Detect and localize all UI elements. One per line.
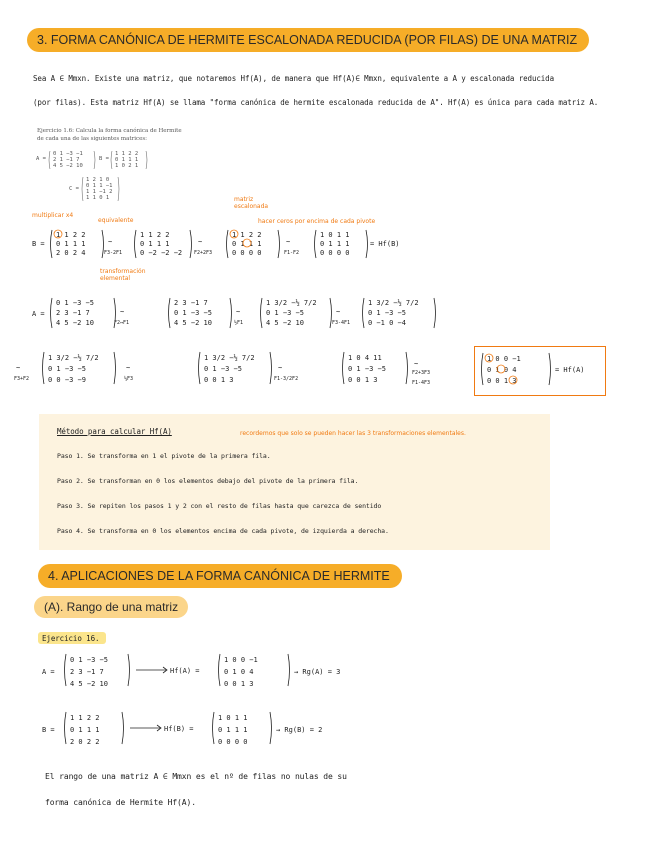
example-B-row [30, 224, 410, 268]
conclusion-line-1: El rango de una matriz A ∈ Mmxn es el nº de filas no nulas de su [45, 772, 347, 781]
rank-B-rank: → Rg(B) = 2 [276, 726, 323, 734]
svg-text:~: ~ [414, 360, 419, 368]
svg-text:2 3 −1 7: 2 3 −1 7 [56, 309, 90, 317]
svg-text:0 1 1 1: 0 1 1 1 [232, 240, 262, 248]
svg-text:0 1 1 1: 0 1 1 1 [218, 726, 248, 734]
svg-text:0 1 −3 −5: 0 1 −3 −5 [368, 309, 406, 317]
rank-example-B [42, 706, 402, 754]
svg-text:0 1 −3 −5: 0 1 −3 −5 [204, 365, 242, 373]
svg-text:1 1 2 2: 1 1 2 2 [56, 231, 86, 239]
svg-text:0 1 0 4: 0 1 0 4 [487, 366, 517, 374]
svg-text:F3-4F1: F3-4F1 [332, 320, 351, 326]
svg-text:0 −2 −2 −2: 0 −2 −2 −2 [140, 249, 183, 257]
rank-A-rank: → Rg(A) = 3 [294, 668, 341, 676]
svg-text:F1-F2: F1-F2 [284, 250, 300, 256]
svg-text:~: ~ [198, 238, 203, 246]
annotation-matriz-escalonada: matriz escalonada [234, 196, 269, 210]
svg-text:0 1 1 1: 0 1 1 1 [115, 157, 139, 163]
example-B-label: B = [32, 240, 45, 248]
svg-text:0 1 −3 −1: 0 1 −3 −1 [53, 151, 83, 157]
rank-B-label: B = [42, 726, 55, 734]
svg-text:1 1 −1 2: 1 1 −1 2 [86, 189, 113, 195]
svg-text:4 5 −2 10: 4 5 −2 10 [70, 680, 108, 688]
svg-text:1 1 2 2: 1 1 2 2 [115, 151, 139, 157]
rank-example-A [42, 648, 402, 696]
rank-A-result: Hf(A) = [170, 667, 200, 675]
svg-text:0 0 1 3: 0 0 1 3 [204, 376, 234, 384]
conclusion-line-2: forma canónica de Hermite Hf(A). [45, 798, 196, 807]
method-paso-1: Paso 1. Se transforma en 1 el pivote de la primera fila. [57, 452, 271, 460]
method-paso-3: Paso 3. Se repiten los pasos 1 y 2 con el resto de filas hasta que carezca de sentido [57, 502, 382, 510]
svg-text:F1-4F3: F1-4F3 [412, 380, 431, 386]
svg-text:0 1 −3 −5: 0 1 −3 −5 [174, 309, 212, 317]
svg-text:2 0 2 4: 2 0 2 4 [56, 249, 86, 257]
book-A-label: A = [36, 156, 46, 162]
svg-text:1 1 2 2: 1 1 2 2 [140, 231, 170, 239]
svg-text:~: ~ [236, 308, 241, 316]
method-paso-4: Paso 4. Se transforma en 0 los elementos encima de cada pivote, de izquierda a derecha. [57, 527, 389, 535]
svg-text:~: ~ [120, 308, 125, 316]
example-A-row-1 [30, 292, 510, 338]
section-3-title: 3. FORMA CANÓNICA DE HERMITE ESCALONADA REDUCIDA (POR FILAS) DE UNA MATRIZ [37, 33, 578, 47]
svg-text:1 1 2 2: 1 1 2 2 [70, 714, 100, 722]
svg-text:~: ~ [336, 308, 341, 316]
book-B-label: B = [99, 156, 109, 162]
svg-text:1 0 4 11: 1 0 4 11 [348, 354, 382, 362]
svg-text:0 0 1 3: 0 0 1 3 [224, 680, 254, 688]
svg-text:~: ~ [126, 364, 131, 372]
section-4-header [38, 564, 402, 588]
svg-text:0 0 −3 −9: 0 0 −3 −9 [48, 376, 86, 384]
hf-A-result-box [474, 346, 606, 396]
svg-text:0 1 −3 −5: 0 1 −3 −5 [70, 656, 108, 664]
svg-text:1 3/2 −½ 7/2: 1 3/2 −½ 7/2 [204, 354, 255, 362]
svg-text:1 1 2 2: 1 1 2 2 [232, 231, 262, 239]
svg-text:1 2 1 0: 1 2 1 0 [86, 177, 110, 183]
svg-text:1 3/2 −½ 7/2: 1 3/2 −½ 7/2 [48, 354, 99, 362]
example-B-result: = Hf(B) [370, 240, 400, 248]
svg-text:2 1 −1 7: 2 1 −1 7 [53, 157, 80, 163]
annotation-multiplicar: multiplicar x4 [32, 212, 74, 219]
hf-A-matrix [475, 347, 605, 395]
svg-text:1 3/2 −½ 7/2: 1 3/2 −½ 7/2 [266, 299, 317, 307]
svg-text:4 5 −2 10: 4 5 −2 10 [53, 163, 83, 169]
subsection-a-header [34, 596, 188, 618]
intro-line-1: Sea A ∈ Mmxn. Existe una matriz, que notaremos Hf(A), de manera que Hf(A)∈ Mmxn, equivalente a A y escalonada reducida [33, 74, 555, 83]
svg-text:2 3 −1 7: 2 3 −1 7 [174, 299, 208, 307]
example-A-result: = Hf(A) [555, 366, 585, 374]
book-C-label: C = [69, 186, 79, 192]
method-paso-2: Paso 2. Se transforman en 0 los elementos debajo del pivote de la primera fila. [57, 477, 359, 485]
annotation-transformacion: transformación elemental [100, 268, 146, 282]
svg-text:1 0 1 1: 1 0 1 1 [218, 714, 248, 722]
book-exercise-line-1: Ejercicio 1.6: Calcula la forma canónica de Hermite [37, 128, 182, 134]
svg-text:0 0 1 3: 0 0 1 3 [348, 376, 378, 384]
section-4-title: 4. APLICACIONES DE LA FORMA CANÓNICA DE HERMITE [48, 569, 390, 583]
book-exercise-line-2: de cada una de las siguientes matrices: [37, 136, 148, 142]
svg-text:~: ~ [16, 364, 21, 372]
svg-text:0 1 1 −1: 0 1 1 −1 [86, 183, 113, 189]
svg-text:F1-3/2F2: F1-3/2F2 [274, 376, 299, 382]
svg-text:1 0 2 1: 1 0 2 1 [115, 163, 139, 169]
annotation-equivalente: equivalente [98, 217, 134, 224]
book-matrices [36, 146, 186, 206]
example-A-label: A = [32, 310, 45, 318]
svg-text:0 1 1 1: 0 1 1 1 [70, 726, 100, 734]
svg-text:0 0 0 0: 0 0 0 0 [218, 738, 248, 746]
svg-text:~: ~ [278, 364, 283, 372]
section-3-header [27, 28, 589, 52]
svg-text:4 5 −2 10: 4 5 −2 10 [56, 319, 94, 327]
svg-text:0 1 1 1: 0 1 1 1 [140, 240, 170, 248]
svg-text:0 1 1 1: 0 1 1 1 [320, 240, 350, 248]
svg-text:0 1 0 4: 0 1 0 4 [224, 668, 254, 676]
svg-text:0 0 1 3: 0 0 1 3 [487, 377, 517, 385]
svg-text:1 1 0 1: 1 1 0 1 [86, 195, 110, 201]
svg-text:1 0 1 1: 1 0 1 1 [320, 231, 350, 239]
exercise-label: Ejercicio 16. [42, 634, 100, 643]
svg-text:⅓F3: ⅓F3 [124, 376, 134, 382]
svg-text:0 0 0 0: 0 0 0 0 [232, 249, 262, 257]
svg-text:½F1: ½F1 [234, 320, 244, 326]
intro-line-2: (por filas). Esta matriz Hf(A) se llama "forma canónica de hermite escalonada reducida de A". Hf(A) es única para cada matriz A. [33, 98, 599, 107]
svg-text:2 0 2 2: 2 0 2 2 [70, 738, 100, 746]
annotation-metodo-note: recordemos que solo se pueden hacer las 3 transformaciones elementales. [240, 430, 466, 437]
svg-text:0 1 −3 −5: 0 1 −3 −5 [48, 365, 86, 373]
svg-text:0 1 −3 −5: 0 1 −3 −5 [56, 299, 94, 307]
svg-text:F2+3F3: F2+3F3 [412, 370, 431, 376]
rank-A-label: A = [42, 668, 55, 676]
svg-text:2 3 −1 7: 2 3 −1 7 [70, 668, 104, 676]
rank-B-result: Hf(B) = [164, 725, 194, 733]
subsection-a-title: (A). Rango de una matriz [44, 600, 179, 614]
method-title: Método para calcular Hf(A) [57, 427, 172, 436]
svg-text:1 0 0 −1: 1 0 0 −1 [224, 656, 258, 664]
svg-text:4 5 −2 10: 4 5 −2 10 [266, 319, 304, 327]
svg-text:0 1 −3 −5: 0 1 −3 −5 [348, 365, 386, 373]
svg-text:0 1 1 1: 0 1 1 1 [56, 240, 86, 248]
svg-text:~: ~ [286, 238, 291, 246]
svg-text:0 0 0 0: 0 0 0 0 [320, 249, 350, 257]
annotation-ceros: hacer ceros por encima de cada pivote [258, 218, 376, 225]
svg-text:1 0 0 −1: 1 0 0 −1 [487, 355, 521, 363]
svg-text:F3+F2: F3+F2 [14, 376, 30, 382]
svg-text:1 3/2 −½ 7/2: 1 3/2 −½ 7/2 [368, 299, 419, 307]
svg-text:0 1 −3 −5: 0 1 −3 −5 [266, 309, 304, 317]
svg-text:F3-2F1: F3-2F1 [104, 250, 123, 256]
svg-text:~: ~ [108, 238, 113, 246]
svg-text:4 5 −2 10: 4 5 −2 10 [174, 319, 212, 327]
svg-text:0 −1 0 −4: 0 −1 0 −4 [368, 319, 406, 327]
svg-text:F2+2F3: F2+2F3 [194, 250, 213, 256]
svg-text:F2↔F1: F2↔F1 [114, 320, 130, 326]
